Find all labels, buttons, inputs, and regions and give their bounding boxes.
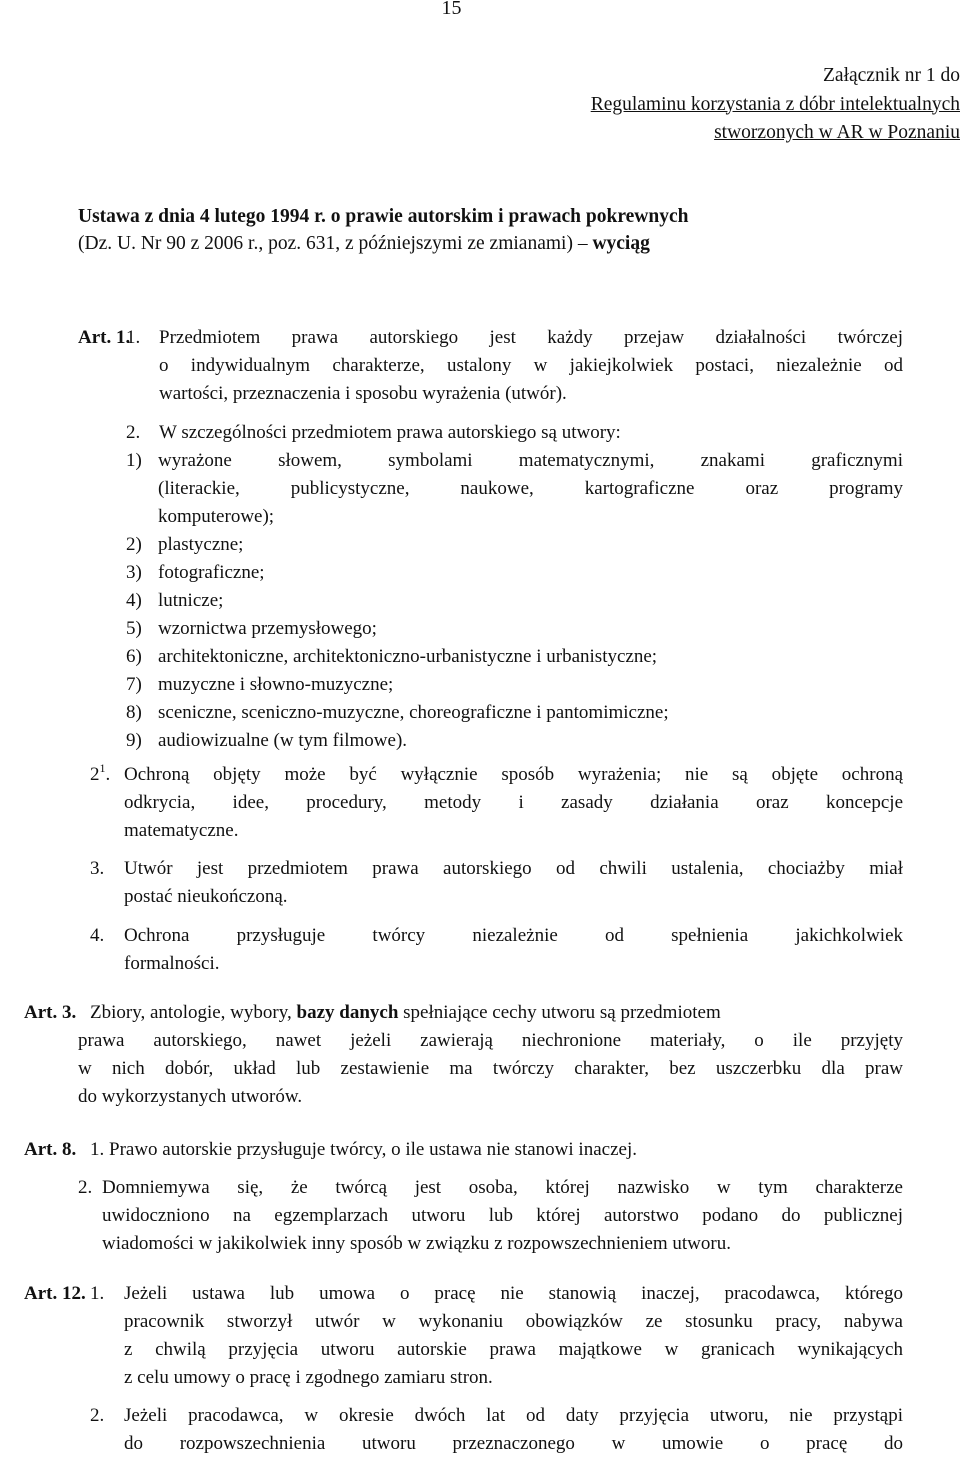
list-item: 6) architektoniczne, architektoniczno-urbanistyczne i urbanistyczne; [126,646,658,667]
annex-line-3: stworzonych w AR w Poznaniu [714,122,960,143]
list-item: 8) sceniczne, sceniczno-muzyczne, choreograficzne i pantomimiczne; [126,702,669,723]
title-dash: – [577,233,588,254]
art3-label: Art. 3. [24,1002,77,1023]
page-number: 15 [441,0,462,19]
title-citation: (Dz. U. Nr 90 z 2006 r., poz. 631, z późniejszymi ze zmianami) [78,233,573,254]
list-item: 5) wzornictwa przemysłowego; [126,618,377,639]
art12-label: Art. 12. [24,1283,86,1304]
art8-p1: 1. Prawo autorskie przysługuje twórcy, o ile ustawa nie stanowi inaczej. [90,1139,637,1160]
art8-p2-text: Domniemywa się, że twórcą jest osoba, której nazwisko w tym charakterze uwidoczniono na egzemplarzach utworu lub której autorstwo podano do publicznej wiadomości w jakikolwiek inny sposób w związku z rozpowszechnieniem utworu. [102,1177,903,1254]
art1-p2-1-text: Ochroną objęty może być wyłącznie sposób wyrażenia; nie są objęte ochroną odkrycia, idee, procedury, metody i zasady działania oraz koncepcje matematyczne. [124,764,903,841]
art1-items-list [126,447,903,755]
list-item: 9) audiowizualne (w tym filmowe). [126,730,408,751]
list-item: 1) wyrażone słowem, symbolami matematycznymi, znakami graficznymi (literackie, publicystyczne, naukowe, kartograficzne oraz programy komputerowe); [126,450,903,527]
art3-line-1: Zbiory, antologie, wybory, bazy danych spełniające cechy utworu są przedmiotem [90,1002,721,1023]
art12-p1-num: 1. [90,1283,105,1304]
document-title [78,203,688,257]
art8-p2-num: 2. [78,1177,93,1198]
art1-p4-text: Ochrona przysługuje twórcy niezależnie od spełnienia jakichkolwiek formalności. [124,925,903,974]
art8-label: Art. 8. [24,1139,77,1160]
art3-text: prawa autorskiego, nawet jeżeli zawierają niechronione materiały, o ile przyjęty w nich dobór, układ lub zestawienie ma twórczy charakter, bez uszczerbku dla praw do wykorzystanych utworów. [78,1030,903,1107]
art1-p3-text: Utwór jest przedmiotem prawa autorskiego od chwili ustalenia, chociażby miał postać nieukończoną. [124,858,903,907]
art12-p2-text: Jeżeli pracodawca, w okresie dwóch lat od daty przyjęcia utworu, nie przystąpi do rozpowszechnienia utworu przeznaczonego w umowie o pracę do [124,1405,903,1454]
annex-header [591,62,960,148]
art1-p3-num: 3. [90,858,105,879]
art1-p4-num: 4. [90,925,105,946]
art1-p2-num: 2. [126,422,141,443]
list-item: 7) muzyczne i słowno-muzyczne; [126,674,394,695]
art12-p2-num: 2. [90,1405,105,1426]
list-item: 3) fotograficzne; [126,562,265,583]
annex-line-2: Regulaminu korzystania z dóbr intelektualnych [590,93,960,115]
art1-p2-intro: W szczególności przedmiotem prawa autorskiego są utwory: [159,422,621,443]
list-item: 4) lutnicze; [126,590,224,611]
art1-label: Art. 1. [78,327,131,348]
art1-p1-text: Przedmiotem prawa autorskiego jest każdy przejaw działalności twórczej o indywidualnym charakterze, ustalony w jakiejkolwiek postaci, niezależnie od wartości, przeznaczenia i sposobu wyrażenia (utwór). [159,327,903,404]
list-item: 2) plastyczne; [126,534,244,555]
title-extract: wyciąg [592,233,650,254]
annex-line-1: Załącznik nr 1 do [823,65,960,86]
art3-bold-term: bazy danych [296,1002,399,1023]
art1-p1-num: 1. [126,327,141,348]
art12-p1-text: Jeżeli ustawa lub umowa o pracę nie stanowią inaczej, pracodawca, którego pracownik stworzył utwór w wykonaniu obowiązków ze stosunku pracy, nabywa z chwilą przyjęcia utworu autorskie prawa majątkowe w granicach wynikających z celu umowy o pracę i zgodnego zamiaru stron. [124,1283,903,1388]
art1-p2-1-num: $2^1$. [90,761,111,785]
title-line-1: Ustawa z dnia 4 lutego 1994 r. o prawie autorskim i prawach pokrewnych [78,206,689,227]
